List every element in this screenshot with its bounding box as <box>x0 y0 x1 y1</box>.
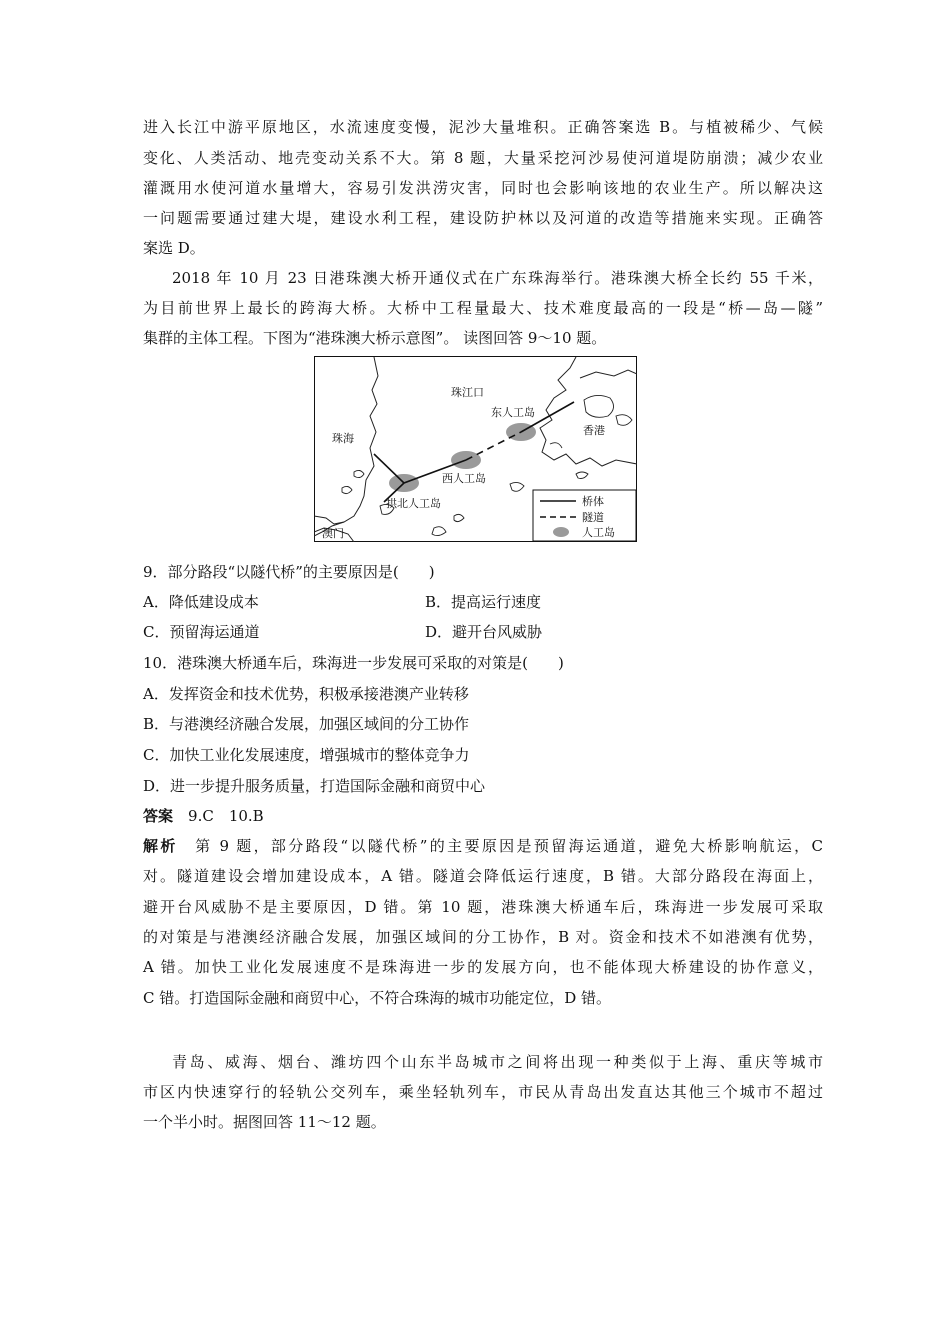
intro-line-1: 进入长江中游平原地区，水流速度变慢，泥沙大量堆积。正确答案选 B。与植被稀少、气候 <box>143 118 823 136</box>
answer-line <box>143 806 823 826</box>
label-zhuhai: 珠海 <box>332 432 354 445</box>
analysis-line-1 <box>143 836 823 856</box>
answer-text: 9.C 10.B <box>188 807 264 825</box>
legend-island-marker <box>553 527 569 537</box>
analysis-label: 解析 <box>143 837 178 855</box>
q9-option-c: C．预留海运通道 <box>143 623 260 641</box>
answer-label: 答案 <box>143 807 174 825</box>
label-gongbei-island: 拱北人工岛 <box>386 497 441 510</box>
analysis-line-5: A 错。加快工业化发展速度不是珠海进一步的发展方向，也不能体现大桥建设的协作意义， <box>143 958 823 976</box>
q10-option-c: C．加快工业化发展速度，增强城市的整体竞争力 <box>143 746 470 764</box>
bridge-map-figure <box>314 356 637 542</box>
label-zhujiangkou: 珠江口 <box>451 386 484 399</box>
passage2-line-1: 2018 年 10 月 23 日港珠澳大桥开通仪式在广东珠海举行。港珠澳大桥全长约 55 千米， <box>172 269 823 287</box>
q9-option-d: D．避开台风威胁 <box>425 623 543 641</box>
analysis-line-4: 的对策是与港澳经济融合发展，加强区域间的分工协作，B 对。资金和技术不如港澳有优势， <box>143 928 823 946</box>
analysis-line-6: C 错。打造国际金融和商贸中心，不符合珠海的城市功能定位，D 错。 <box>143 989 612 1007</box>
intro-line-5: 案选 D。 <box>143 239 205 257</box>
intro-line-4: 一问题需要通过建大堤，建设水利工程，建设防护林以及河道的改造等措施来实现。正确答 <box>143 209 823 227</box>
legend-island-label: 人工岛 <box>582 526 615 539</box>
bridge-map-svg <box>314 356 637 542</box>
intro-line-2: 变化、人类活动、地壳变动关系不大。第 8 题，大量采挖河沙易使河道堤防崩溃；减少农业 <box>143 149 823 167</box>
label-hongkong: 香港 <box>583 424 605 437</box>
q10-option-b: B．与港澳经济融合发展，加强区域间的分工协作 <box>143 715 470 733</box>
analysis-line-3: 避开台风威胁不是主要原因，D 错。第 10 题，港珠澳大桥通车后，珠海进一步发展可采取 <box>143 898 823 916</box>
passage2-line-3: 集群的主体工程。下图为“港珠澳大桥示意图”。 读图回答 9～10 题。 <box>143 329 607 347</box>
q10-option-a: A．发挥资金和技术优势，积极承接港澳产业转移 <box>143 685 469 703</box>
q10-stem: 10．港珠澳大桥通车后，珠海进一步发展可采取的对策是( ) <box>143 654 564 672</box>
passage2-line-2: 为目前世界上最长的跨海大桥。大桥中工程量最大、技术难度最高的一段是“桥—岛—隧” <box>143 299 823 317</box>
legend-tunnel-label: 隧道 <box>582 511 604 524</box>
q9-stem: 9．部分路段“以隧代桥”的主要原因是( ) <box>143 563 435 581</box>
q9-option-b: B．提高运行速度 <box>425 593 542 611</box>
q10-option-d: D．进一步提升服务质量，打造国际金融和商贸中心 <box>143 777 486 795</box>
passage3-line-3: 一个半小时。据图回答 11～12 题。 <box>143 1113 386 1131</box>
label-macau: 澳门 <box>322 527 344 540</box>
passage3-line-1: 青岛、威海、烟台、潍坊四个山东半岛城市之间将出现一种类似于上海、重庆等城市 <box>172 1053 823 1071</box>
passage3-line-2: 市区内快速穿行的轻轨公交列车，乘坐轻轨列车，市民从青岛出发直达其他三个城市不超过 <box>143 1083 823 1101</box>
q9-option-a: A．降低建设成本 <box>143 593 259 611</box>
analysis-first-line: 第 9 题，部分路段“以隧代桥”的主要原因是预留海运通道，避免大桥影响航运，C <box>195 837 823 855</box>
analysis-line-2: 对。隧道建设会增加建设成本，A 错。隧道会降低运行速度，B 错。大部分路段在海面上， <box>143 867 823 885</box>
label-west-island: 西人工岛 <box>442 472 486 485</box>
legend-bridge-label: 桥体 <box>582 495 604 508</box>
label-east-island: 东人工岛 <box>491 406 535 419</box>
intro-line-3: 灌溉用水使河道水量增大，容易引发洪涝灾害，同时也会影响该地的农业生产。所以解决这 <box>143 179 823 197</box>
